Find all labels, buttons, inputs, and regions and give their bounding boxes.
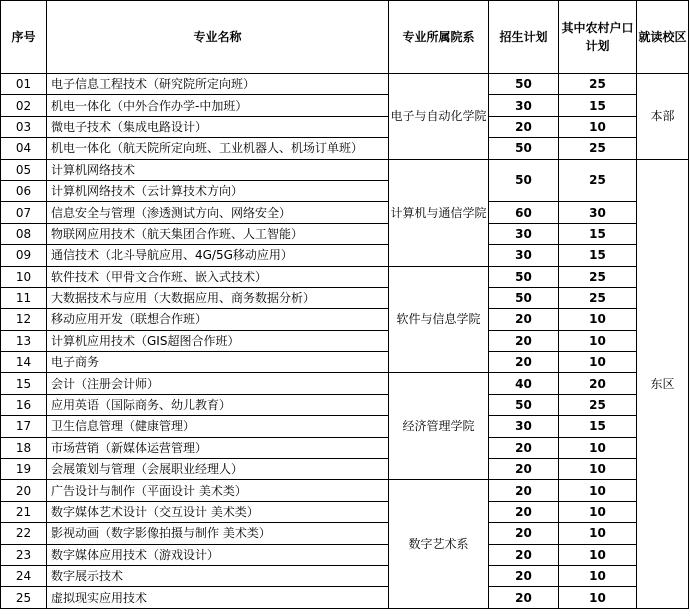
row-seq: 15 xyxy=(1,373,47,394)
table-row xyxy=(1,95,689,116)
row-plan: 20 xyxy=(489,587,559,608)
row-rural: 10 xyxy=(559,459,637,480)
row-major: 机电一体化（中外合作办学-中加班） xyxy=(47,95,389,116)
row-seq: 13 xyxy=(1,330,47,351)
row-plan: 20 xyxy=(489,459,559,480)
row-rural: 25 xyxy=(559,394,637,415)
row-seq: 04 xyxy=(1,138,47,159)
row-rural: 25 xyxy=(559,266,637,287)
table-row xyxy=(1,373,689,394)
row-rural: 25 xyxy=(559,74,637,95)
row-plan: 50 xyxy=(489,159,559,202)
row-major: 物联网应用技术（航天集团合作班、人工智能） xyxy=(47,223,389,244)
row-rural: 10 xyxy=(559,480,637,501)
row-plan: 20 xyxy=(489,437,559,458)
row-seq: 07 xyxy=(1,202,47,223)
row-rural: 10 xyxy=(559,352,637,373)
row-major: 数字展示技术 xyxy=(47,565,389,586)
row-plan: 20 xyxy=(489,352,559,373)
table-row xyxy=(1,159,689,180)
row-seq: 02 xyxy=(1,95,47,116)
row-plan: 20 xyxy=(489,565,559,586)
row-seq: 24 xyxy=(1,565,47,586)
row-rural: 25 xyxy=(559,138,637,159)
header-campus: 就读校区 xyxy=(637,1,689,74)
dept-cell: 计算机与通信学院 xyxy=(389,159,489,266)
table-row xyxy=(1,245,689,266)
header-dept: 专业所属院系 xyxy=(389,1,489,74)
row-major: 数字媒体应用技术（游戏设计） xyxy=(47,544,389,565)
row-plan: 20 xyxy=(489,523,559,544)
row-seq: 14 xyxy=(1,352,47,373)
row-plan: 30 xyxy=(489,245,559,266)
row-seq: 19 xyxy=(1,459,47,480)
row-plan: 50 xyxy=(489,287,559,308)
row-seq: 20 xyxy=(1,480,47,501)
row-major: 微电子技术（集成电路设计） xyxy=(47,116,389,137)
row-major: 电子信息工程技术（研究院所定向班） xyxy=(47,74,389,95)
row-seq: 25 xyxy=(1,587,47,608)
row-seq: 10 xyxy=(1,266,47,287)
table-row xyxy=(1,74,689,95)
row-seq: 23 xyxy=(1,544,47,565)
row-seq: 12 xyxy=(1,309,47,330)
header-row xyxy=(1,1,689,74)
row-rural: 10 xyxy=(559,523,637,544)
campus-cell: 东区 xyxy=(637,159,689,608)
table-row xyxy=(1,480,689,501)
table-row xyxy=(1,352,689,373)
row-major: 虚拟现实应用技术 xyxy=(47,587,389,608)
row-plan: 20 xyxy=(489,330,559,351)
row-rural: 10 xyxy=(559,565,637,586)
row-rural: 25 xyxy=(559,159,637,202)
row-seq: 01 xyxy=(1,74,47,95)
row-rural: 15 xyxy=(559,245,637,266)
row-major: 数字媒体艺术设计（交互设计 美术类） xyxy=(47,501,389,522)
row-major: 计算机网络技术 xyxy=(47,159,389,180)
table-row xyxy=(1,459,689,480)
row-seq: 22 xyxy=(1,523,47,544)
table-row xyxy=(1,544,689,565)
table-row xyxy=(1,587,689,608)
row-seq: 09 xyxy=(1,245,47,266)
row-plan: 40 xyxy=(489,373,559,394)
table-row xyxy=(1,138,689,159)
row-major: 计算机网络技术（云计算技术方向） xyxy=(47,180,389,201)
row-plan: 50 xyxy=(489,394,559,415)
row-seq: 18 xyxy=(1,437,47,458)
table-row xyxy=(1,116,689,137)
row-major: 通信技术（北斗导航应用、4G/5G移动应用） xyxy=(47,245,389,266)
row-rural: 15 xyxy=(559,223,637,244)
dept-cell: 电子与自动化学院 xyxy=(389,74,489,160)
row-seq: 21 xyxy=(1,501,47,522)
row-plan: 50 xyxy=(489,266,559,287)
row-major: 广告设计与制作（平面设计 美术类） xyxy=(47,480,389,501)
row-plan: 20 xyxy=(489,501,559,522)
row-major: 软件技术（甲骨文合作班、嵌入式技术） xyxy=(47,266,389,287)
row-major: 电子商务 xyxy=(47,352,389,373)
table-row xyxy=(1,523,689,544)
table-row xyxy=(1,266,689,287)
row-plan: 50 xyxy=(489,74,559,95)
table-row xyxy=(1,394,689,415)
row-rural: 15 xyxy=(559,95,637,116)
row-major: 大数据技术与应用（大数据应用、商务数据分析） xyxy=(47,287,389,308)
row-plan: 20 xyxy=(489,116,559,137)
dept-cell: 数字艺术系 xyxy=(389,480,489,608)
dept-cell: 软件与信息学院 xyxy=(389,266,489,373)
table-row xyxy=(1,416,689,437)
row-plan: 20 xyxy=(489,480,559,501)
row-plan: 30 xyxy=(489,95,559,116)
row-major: 会计（注册会计师） xyxy=(47,373,389,394)
row-rural: 25 xyxy=(559,287,637,308)
row-seq: 05 xyxy=(1,159,47,180)
campus-cell: 本部 xyxy=(637,74,689,160)
row-plan: 60 xyxy=(489,202,559,223)
row-rural: 10 xyxy=(559,330,637,351)
row-seq: 06 xyxy=(1,180,47,201)
row-major: 影视动画（数字影像拍摄与制作 美术类） xyxy=(47,523,389,544)
table-row xyxy=(1,437,689,458)
row-seq: 08 xyxy=(1,223,47,244)
row-rural: 10 xyxy=(559,309,637,330)
row-rural: 10 xyxy=(559,437,637,458)
table-row xyxy=(1,330,689,351)
row-seq: 16 xyxy=(1,394,47,415)
row-rural: 20 xyxy=(559,373,637,394)
header-rural: 其中农村户口计划 xyxy=(559,1,637,74)
header-major: 专业名称 xyxy=(47,1,389,74)
row-plan: 20 xyxy=(489,309,559,330)
dept-cell: 经济管理学院 xyxy=(389,373,489,480)
row-rural: 10 xyxy=(559,544,637,565)
header-plan: 招生计划 xyxy=(489,1,559,74)
row-rural: 10 xyxy=(559,587,637,608)
row-plan: 30 xyxy=(489,223,559,244)
header-seq: 序号 xyxy=(1,1,47,74)
row-major: 机电一体化（航天院所定向班、工业机器人、机场订单班） xyxy=(47,138,389,159)
row-rural: 30 xyxy=(559,202,637,223)
table-row xyxy=(1,202,689,223)
row-seq: 11 xyxy=(1,287,47,308)
row-rural: 15 xyxy=(559,416,637,437)
row-seq: 03 xyxy=(1,116,47,137)
row-rural: 10 xyxy=(559,501,637,522)
row-major: 卫生信息管理（健康管理） xyxy=(47,416,389,437)
table-row xyxy=(1,287,689,308)
row-major: 市场营销（新媒体运营管理） xyxy=(47,437,389,458)
row-major: 计算机应用技术（GIS超图合作班） xyxy=(47,330,389,351)
row-rural: 10 xyxy=(559,116,637,137)
row-plan: 20 xyxy=(489,544,559,565)
row-major: 移动应用开发（联想合作班） xyxy=(47,309,389,330)
row-plan: 30 xyxy=(489,416,559,437)
row-seq: 17 xyxy=(1,416,47,437)
row-major: 信息安全与管理（渗透测试方向、网络安全） xyxy=(47,202,389,223)
row-plan: 50 xyxy=(489,138,559,159)
table-row xyxy=(1,309,689,330)
table-row xyxy=(1,223,689,244)
row-major: 会展策划与管理（会展职业经理人） xyxy=(47,459,389,480)
table-row xyxy=(1,501,689,522)
row-major: 应用英语（国际商务、幼儿教育） xyxy=(47,394,389,415)
table-row xyxy=(1,565,689,586)
